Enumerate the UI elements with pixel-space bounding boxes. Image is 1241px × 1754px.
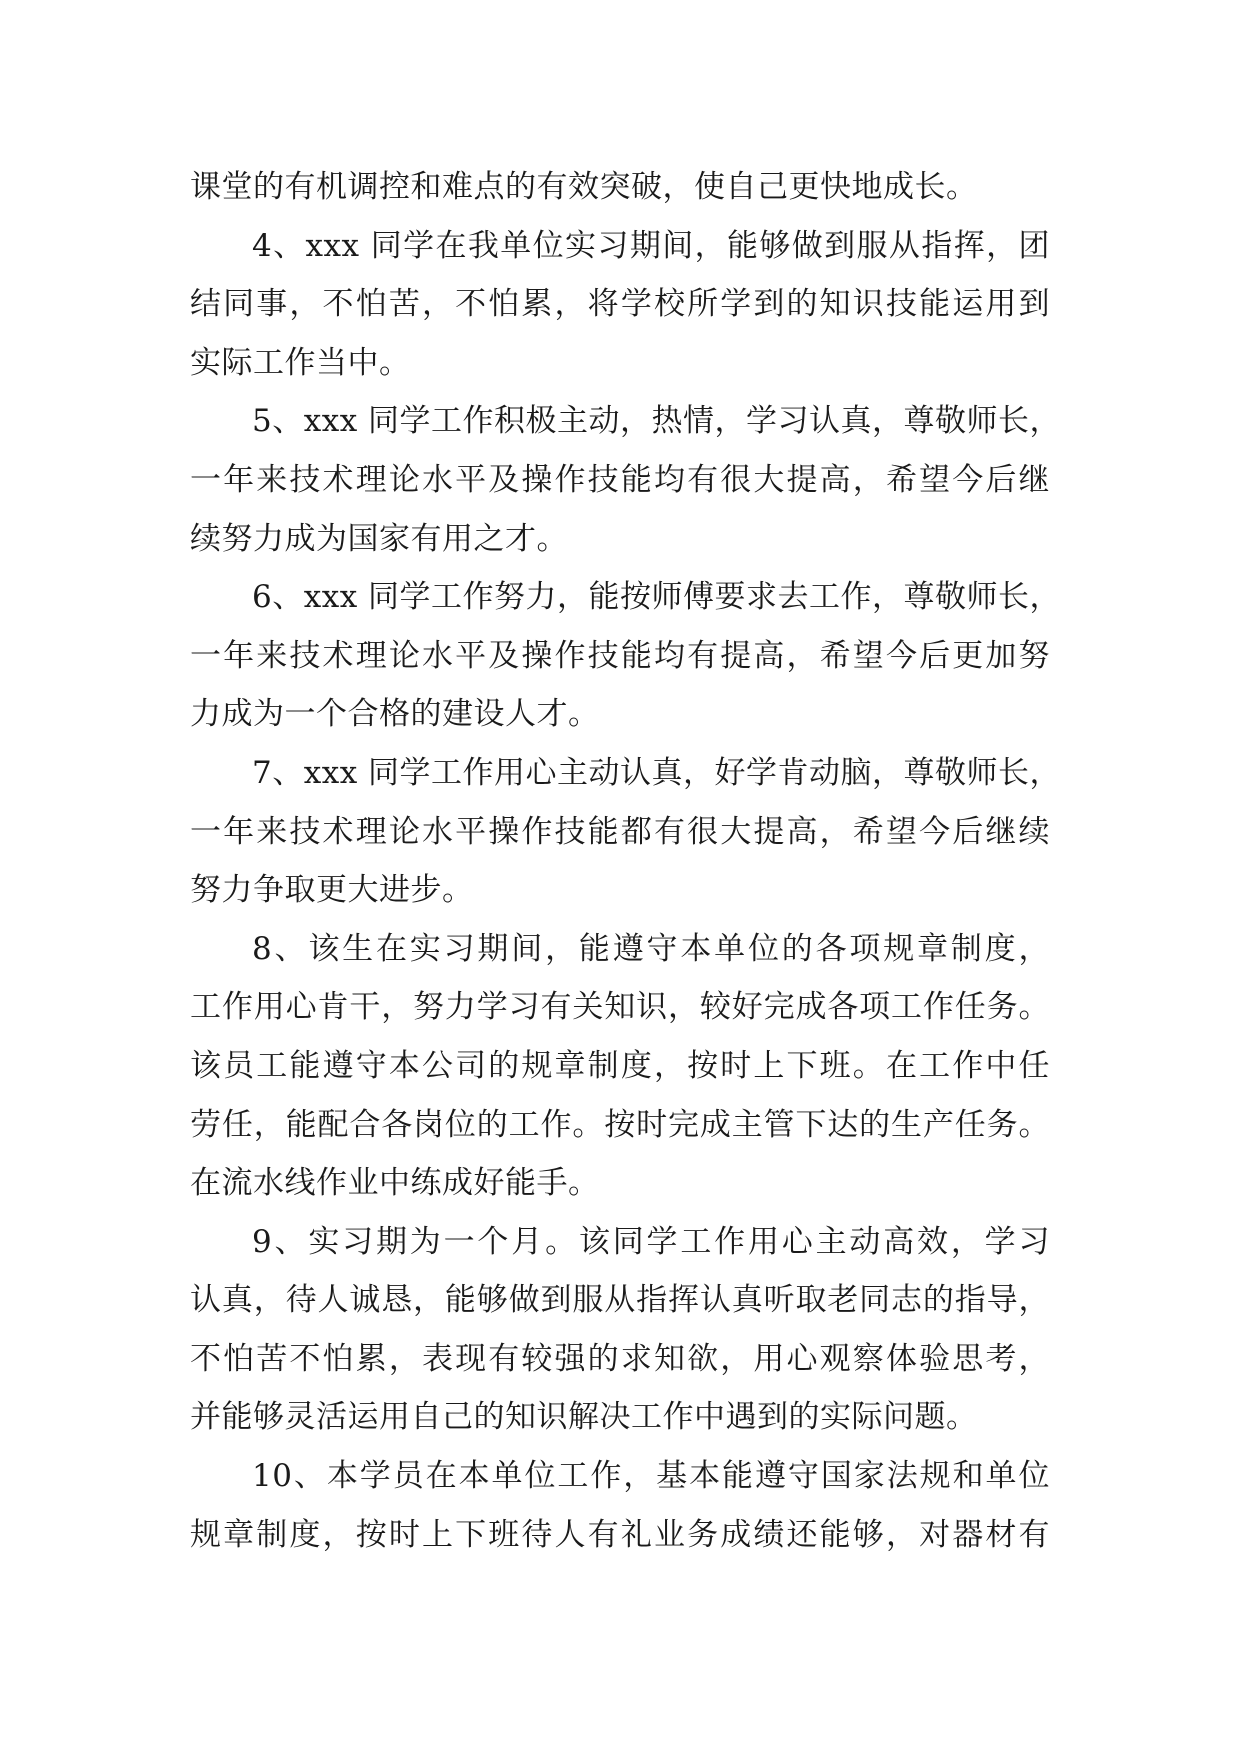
- text-line: 一年来技术理论水平操作技能都有很大提高，希望今后继续: [190, 813, 1050, 850]
- text-line: 5、xxx 同学工作积极主动，热情，学习认真，尊敬师长，: [252, 403, 1062, 440]
- text-line: 课堂的有机调控和难点的有效突破，使自己更快地成长。: [190, 169, 978, 205]
- text-line: 力成为一个合格的建设人才。: [190, 696, 600, 733]
- text-line: 实际工作当中。: [190, 344, 411, 381]
- text-line: 续努力成为国家有用之才。: [190, 520, 568, 557]
- text-line: 7、xxx 同学工作用心主动认真，好学肯动脑，尊敬师长，: [252, 754, 1062, 791]
- text-line: 努力争取更大进步。: [190, 872, 474, 909]
- text-line: 6、xxx 同学工作努力，能按师傅要求去工作，尊敬师长，: [252, 579, 1062, 616]
- text-line: 4、xxx 同学在我单位实习期间，能够做到服从指挥，团: [252, 227, 1050, 264]
- text-line: 一年来技术理论水平及操作技能均有提高，希望今后更加努: [190, 637, 1050, 674]
- text-line: 不怕苦不怕累，表现有较强的求知欲，用心观察体验思考，: [190, 1340, 1050, 1377]
- text-line: 认真，待人诚恳，能够做到服从指挥认真听取老同志的指导，: [190, 1282, 1050, 1319]
- text-line: 9、实习期为一个月。该同学工作用心主动高效，学习: [252, 1223, 1050, 1260]
- text-line: 结同事，不怕苦，不怕累，将学校所学到的知识技能运用到: [190, 286, 1050, 323]
- text-line: 规章制度，按时上下班待人有礼业务成绩还能够，对器材有: [190, 1516, 1050, 1553]
- text-line: 10、本学员在本单位工作，基本能遵守国家法规和单位: [252, 1458, 1050, 1495]
- document-body: [190, 158, 1062, 1564]
- text-line: 工作用心肯干，努力学习有关知识，较好完成各项工作任务。: [190, 989, 1050, 1026]
- text-line: 该员工能遵守本公司的规章制度，按时上下班。在工作中任: [190, 1047, 1050, 1084]
- text-line: 并能够灵活运用自己的知识解决工作中遇到的实际问题。: [190, 1399, 978, 1436]
- text-line: 8、该生在实习期间，能遵守本单位的各项规章制度，: [252, 930, 1050, 967]
- text-line: 在流水线作业中练成好能手。: [190, 1165, 600, 1202]
- text-line: 一年来技术理论水平及操作技能均有很大提高，希望今后继: [190, 461, 1050, 498]
- text-line: 劳任，能配合各岗位的工作。按时完成主管下达的生产任务。: [190, 1106, 1050, 1143]
